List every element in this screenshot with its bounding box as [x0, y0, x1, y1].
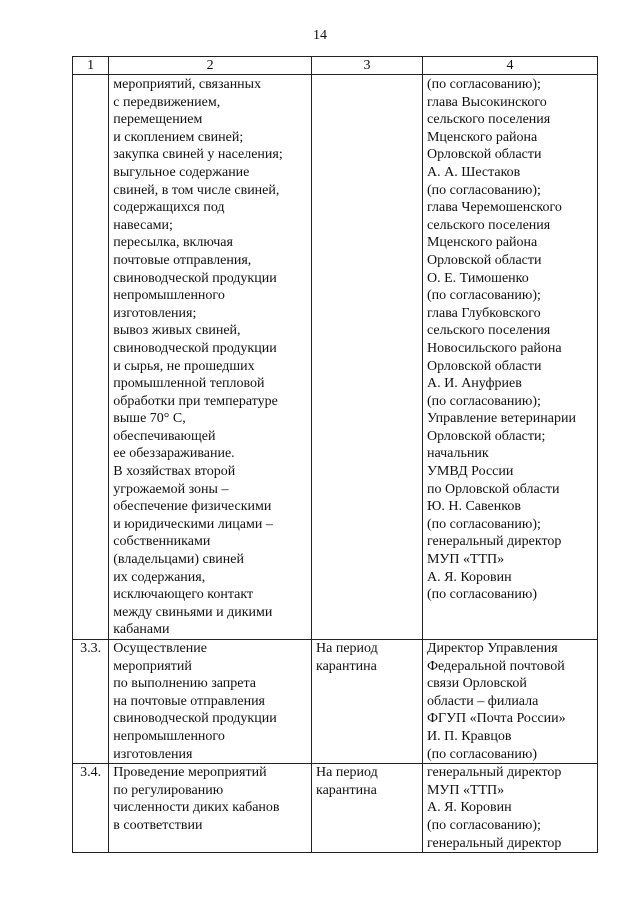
cell-text-line: по регулированию	[113, 782, 224, 798]
cell-text-line: На период	[316, 765, 378, 781]
cell-text-line: мероприятий	[113, 658, 192, 674]
cell-text-line: Федеральной почтовой	[426, 658, 565, 674]
cell-text-line: Управление ветеринарии	[426, 411, 576, 427]
cell-text-line: изготовления;	[113, 305, 197, 321]
cell-text-line: сельского поселения	[426, 323, 551, 339]
cell-text-line: Орловской области	[426, 358, 542, 374]
cell-text-line: их содержания,	[113, 569, 206, 585]
cell-text-line: (по согласованию);	[426, 516, 541, 532]
cell-text-line: почтовые отправления,	[113, 252, 252, 268]
cell-text-line: Мценского района	[426, 129, 538, 145]
cell-text-line: ФГУП «Почта России»	[426, 711, 566, 727]
row-number: 3.4.	[73, 764, 109, 853]
cell-text-line: непромышленного	[113, 728, 225, 744]
table-row	[73, 764, 598, 853]
cell-text-line: генеральный директор	[426, 534, 562, 550]
cell-text-line: (по согласованию)	[426, 746, 538, 762]
cell-text-line: УМВД России	[426, 464, 514, 480]
cell-text-line: Ю. Н. Савенков	[426, 499, 521, 515]
cell-col3	[312, 75, 423, 640]
header-cell-3: 3	[312, 57, 423, 75]
cell-text-line: собственниками	[113, 534, 211, 550]
page-number: 14	[313, 28, 327, 43]
cell-text-line: А. Я. Коровин	[426, 569, 512, 585]
cell-text-line: А. Я. Коровин	[426, 800, 512, 816]
cell-col3	[312, 764, 423, 853]
cell-text-line: вывоз живых свиней,	[113, 323, 241, 339]
cell-text-line: МУП «ТТП»	[426, 782, 505, 798]
cell-text-line: (по согласованию);	[426, 182, 541, 198]
row-number	[73, 75, 109, 640]
cell-text-line: А. И. Ануфриев	[426, 376, 522, 392]
cell-text-line: глава Черемошенского	[426, 200, 562, 216]
header-cell-4: 4	[422, 57, 597, 75]
cell-text-line: содержащихся под	[113, 200, 225, 216]
cell-text-line: ее обеззараживание.	[113, 446, 235, 462]
cell-text-line: обеспечение физическими	[113, 499, 272, 515]
cell-text-line: на почтовые отправления	[113, 693, 265, 709]
header-cell-2: 2	[109, 57, 312, 75]
cell-text-line: Директор Управления	[426, 641, 558, 656]
cell-text-line: (по согласованию);	[426, 77, 541, 92]
cell-text-line: генеральный директор	[426, 765, 562, 781]
cell-text-line: численности диких кабанов	[113, 800, 280, 816]
cell-text-line: глава Глубковского	[426, 305, 541, 321]
cell-text-line: кабанами	[113, 622, 170, 638]
cell-text-line: изготовления	[113, 746, 193, 762]
cell-text-line: в соответствии	[113, 817, 203, 833]
cell-text-line: И. П. Кравцов	[426, 728, 512, 744]
cell-text-line: обеспечивающей	[113, 428, 216, 444]
table-header-row	[73, 57, 598, 75]
cell-text-line: А. А. Шестаков	[426, 164, 521, 180]
cell-text-line: и юридическими лицами –	[113, 516, 273, 532]
cell-text-line: угрожаемой зоны –	[113, 481, 229, 497]
cell-text-line: Орловской области;	[426, 428, 546, 444]
cell-text-line: по Орловской области	[426, 481, 560, 497]
cell-col4	[422, 764, 597, 853]
cell-text-line: мероприятий, связанных	[113, 77, 262, 92]
cell-text-line: Осуществление	[113, 641, 207, 656]
measures-table	[72, 56, 598, 853]
cell-text-line: по выполнению запрета	[113, 676, 256, 692]
cell-text-line: свиноводческой продукции	[113, 340, 277, 356]
cell-text-line: и скоплением свиней;	[113, 129, 244, 145]
cell-text-line: карантина	[316, 658, 377, 674]
cell-text-line: перемещением	[113, 112, 203, 128]
cell-text-line: В хозяйствах второй	[113, 464, 236, 480]
header-cell-1: 1	[73, 57, 109, 75]
cell-col2	[109, 764, 312, 853]
cell-col3	[312, 640, 423, 764]
table-row	[73, 640, 598, 764]
cell-text-line: промышленной тепловой	[113, 376, 265, 392]
cell-col4	[422, 75, 597, 640]
cell-text-line: навесами;	[113, 217, 173, 233]
cell-text-line: На период	[316, 641, 378, 656]
cell-text-line: между свиньями и дикими	[113, 604, 273, 620]
cell-text-line: свиноводческой продукции	[113, 270, 277, 286]
cell-text-line: Проведение мероприятий	[113, 765, 267, 781]
cell-col2	[109, 75, 312, 640]
cell-text-line: глава Высокинского	[426, 94, 547, 110]
cell-text-line: обработки при температуре	[113, 393, 278, 409]
cell-text-line: (владельцами) свиней	[113, 552, 244, 568]
cell-col2	[109, 640, 312, 764]
cell-text-line: (по согласованию);	[426, 817, 541, 833]
cell-text-line: с передвижением,	[113, 94, 221, 110]
cell-text-line: выгульное содержание	[113, 164, 250, 180]
cell-text-line: области – филиала	[426, 693, 539, 709]
cell-text-line: пересылка, включая	[113, 235, 233, 251]
cell-text-line: генеральный директор	[426, 835, 562, 851]
cell-text-line: исключающего контакт	[113, 587, 254, 603]
cell-text-line: Мценского района	[426, 235, 538, 251]
cell-text-line: непромышленного	[113, 288, 225, 304]
cell-text-line: начальник	[426, 446, 489, 462]
cell-text-line: Орловской области	[426, 147, 542, 163]
cell-text-line: сельского поселения	[426, 112, 551, 128]
cell-text-line: карантина	[316, 782, 377, 798]
row-number: 3.3.	[73, 640, 109, 764]
cell-text-line: (по согласованию);	[426, 288, 541, 304]
cell-text-line: О. Е. Тимошенко	[426, 270, 529, 286]
cell-text-line: свиноводческой продукции	[113, 711, 277, 727]
cell-text-line: сельского поселения	[426, 217, 551, 233]
cell-text-line: (по согласованию)	[426, 587, 538, 603]
cell-text-line: (по согласованию);	[426, 393, 541, 409]
table-row	[73, 75, 598, 640]
cell-text-line: связи Орловской	[426, 676, 527, 692]
cell-text-line: Орловской области	[426, 252, 542, 268]
cell-text-line: свиней, в том числе свиней,	[113, 182, 280, 198]
cell-text-line: Новосильского района	[426, 340, 562, 356]
cell-text-line: МУП «ТТП»	[426, 552, 505, 568]
cell-col4	[422, 640, 597, 764]
cell-text-line: выше 70° С,	[113, 411, 186, 427]
cell-text-line: закупка свиней у населения;	[113, 147, 283, 163]
cell-text-line: и сырья, не прошедших	[113, 358, 255, 374]
